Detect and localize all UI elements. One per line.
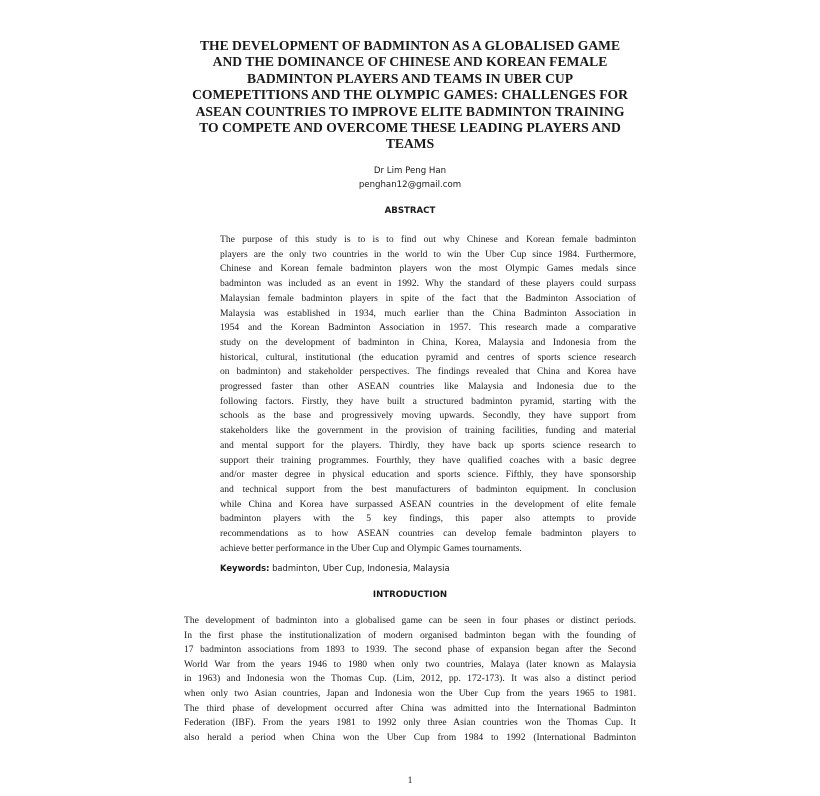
intro-line: also herald a period when China won the Uber Cup from 1984 to 1992 (International Badminton [184, 731, 636, 743]
abstract-line: Chinese and Korean female badminton players won the most Olympic Games medals since [220, 263, 636, 275]
intro-line: 17 badminton associations from 1893 to 1939. The second phase of expansion began after the Second [184, 644, 636, 656]
abstract-line: and/or master degree in physical education and sports science. Fifthly, they have sponsorship [220, 469, 636, 481]
intro-line: In the first phase the institutionalization of modern organised badminton began with the founding of [184, 629, 636, 641]
intro-line: when only two Asian countries, Japan and Indonesia won the Uber Cup from the years 1965 to 1981. [184, 687, 636, 699]
abstract-line: historical, cultural, institutional (the education pyramid and centres of sports science research [220, 351, 636, 363]
title-line: ASEAN COUNTRIES TO IMPROVE ELITE BADMINTON TRAINING [195, 103, 625, 119]
abstract-line: schools as the base and progressively moving upwards. Secondly, they have support from [220, 410, 636, 422]
introduction-body [184, 614, 636, 745]
abstract-body [220, 233, 636, 556]
abstract-line: Malaysia was established in 1934, much earlier than the China Badminton Association in [220, 307, 636, 319]
abstract-line: study on the development of badminton in China, Korea, Malaysia and Indonesia from the [220, 336, 636, 348]
title-line: COMEPETITIONS AND THE OLYMPIC GAMES: CHALLENGES FOR [192, 87, 628, 103]
title-line: TO COMPETE AND OVERCOME THESE LEADING PLAYERS AND [199, 120, 621, 136]
title-line: AND THE DOMINANCE OF CHINESE AND KOREAN FEMALE [212, 54, 608, 70]
author-email: penghan12@gmail.com [358, 180, 462, 190]
abstract-line: badminton players with the 5 key findings, this paper also attempts to provide [220, 513, 636, 525]
title-line: BADMINTON PLAYERS AND TEAMS IN UBER CUP [246, 70, 574, 86]
keywords [220, 563, 450, 573]
title-line: TEAMS [385, 136, 435, 152]
abstract-line: and mental support for the players. Thirdly, they have back up sports science research to [220, 439, 636, 451]
abstract-line: recommendations as to how ASEAN countries can develop female badminton players to [220, 528, 636, 540]
introduction-heading: INTRODUCTION [372, 590, 448, 600]
intro-line: The development of badminton into a globalised game can be seen in four phases or distinct periods. [184, 615, 636, 626]
intro-line: Federation (IBF). From the years 1981 to 1992 only three Asian countries won the Thomas Cup. It [184, 717, 636, 729]
keywords-value: badminton, Uber Cup, Indonesia, Malaysia [272, 563, 450, 573]
abstract-line: badminton was included as an event in 1992. Why the standard of these players could surpass [220, 278, 636, 290]
abstract-line: stakeholders like the government in the provision of training facilities, funding and material [220, 425, 636, 437]
abstract-line: while China and Korea have surpassed ASEAN countries in the development of elite female [220, 498, 636, 510]
page-number: 1 [407, 775, 413, 786]
abstract-line: and technical support from the best manufacturers of badminton equipment. In conclusion [220, 483, 636, 495]
abstract-line: following factors. Firstly, they have built a structured badminton pyramid, starting with the [220, 395, 636, 407]
intro-line: in 1963) and Indonesia won the Thomas Cup. (Lim, 2012, pp. 172-173). It was also a distinct period [184, 673, 636, 685]
abstract-line: achieve better performance in the Uber Cup and Olympic Games tournaments. [220, 542, 522, 554]
abstract-line: progressed faster than other ASEAN countries like Malaysia and Indonesia due to the [220, 381, 636, 393]
abstract-line: The purpose of this study is to is to find out why Chinese and Korean female badminton [220, 234, 636, 245]
abstract-line: on badminton) and stakeholder perspectives. The findings revealed that China and Korea have [220, 366, 636, 378]
abstract-line: players are the only two countries in the world to win the Uber Cup since 1984. Furthermore, [220, 248, 636, 260]
title-line: THE DEVELOPMENT OF BADMINTON AS A GLOBALISED GAME [199, 38, 621, 53]
abstract-line: Malaysian female badminton players in spite of the fact that the Badminton Association of [220, 292, 636, 304]
paper-title [150, 38, 670, 153]
keywords-label: Keywords: [220, 563, 270, 573]
abstract-line: support their training programmes. Fourthly, they have qualified coaches with a basic degree [220, 454, 636, 466]
intro-line: World War from the years 1946 to 1980 when only two countries, Malaya (later known as Malaysia [184, 658, 636, 670]
abstract-line: 1954 and the Korean Badminton Association in 1957. This research made a comparative [220, 322, 636, 334]
abstract-heading: ABSTRACT [384, 206, 436, 216]
intro-line: The third phase of development occurred after China was admitted into the International Badminton [184, 702, 636, 714]
author-name: Dr Lim Peng Han [373, 166, 447, 176]
